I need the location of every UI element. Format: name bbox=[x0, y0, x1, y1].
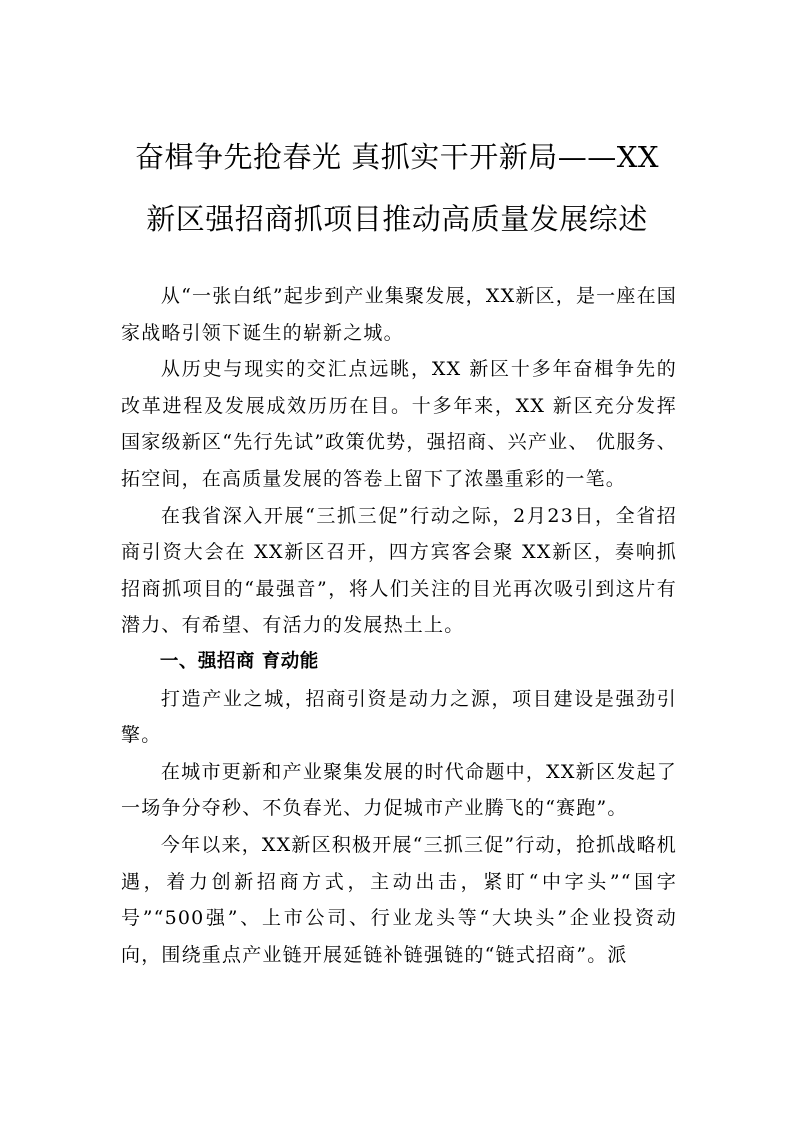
title-line-1: 奋楫争先抢春光 真抓实干开新局——XX bbox=[134, 140, 659, 174]
paragraph-conference: 在我省深入开展“三抓三促”行动之际，2月23日，全省招商引资大会在 XX新区召开，四方宾客会聚 XX新区，奏响抓招商抓项目的“最强音”，将人们关注的目光再次吸引到这片有潜力、有希望、有活力的发展热土上。 bbox=[121, 504, 677, 637]
paragraph-intro: 从“一张白纸”起步到产业集聚发展，XX新区，是一座在国家战略引领下诞生的崭新之城。 bbox=[121, 285, 677, 344]
title-line-2: 新区强招商抓项目推动高质量发展综述 bbox=[146, 202, 648, 236]
paragraph-history: 从历史与现实的交汇点远眺，XX 新区十多年奋楫争先的改革进程及发展成效历历在目。十多年来，XX 新区充分发挥国家级新区“先行先试”政策优势，强招商、兴产业、 优服务、拓空间，在高质量发展的答卷上留下了浓墨重彩的一笔。 bbox=[121, 358, 677, 490]
paragraph-actions: 今年以来，XX新区积极开展“三抓三促”行动，抢抓战略机遇，着力创新招商方式，主动出击，紧盯“中字头”“国字号”“500强”、上市公司、行业龙头等“大块头”企业投资动向，围绕重点产业链开展延链补链强链的“链式招商”。派 bbox=[121, 833, 677, 966]
document-body bbox=[121, 278, 677, 973]
paragraph-race: 在城市更新和产业聚集发展的时代命题中，XX新区发起了一场争分夺秒、不负春光、力促城市产业腾飞的“赛跑”。 bbox=[121, 760, 677, 820]
document-title bbox=[110, 126, 684, 250]
paragraph-industry: 打造产业之城，招商引资是动力之源，项目建设是强劲引擎。 bbox=[121, 687, 677, 747]
section-heading: 一、强招商 育动能 bbox=[159, 650, 319, 672]
